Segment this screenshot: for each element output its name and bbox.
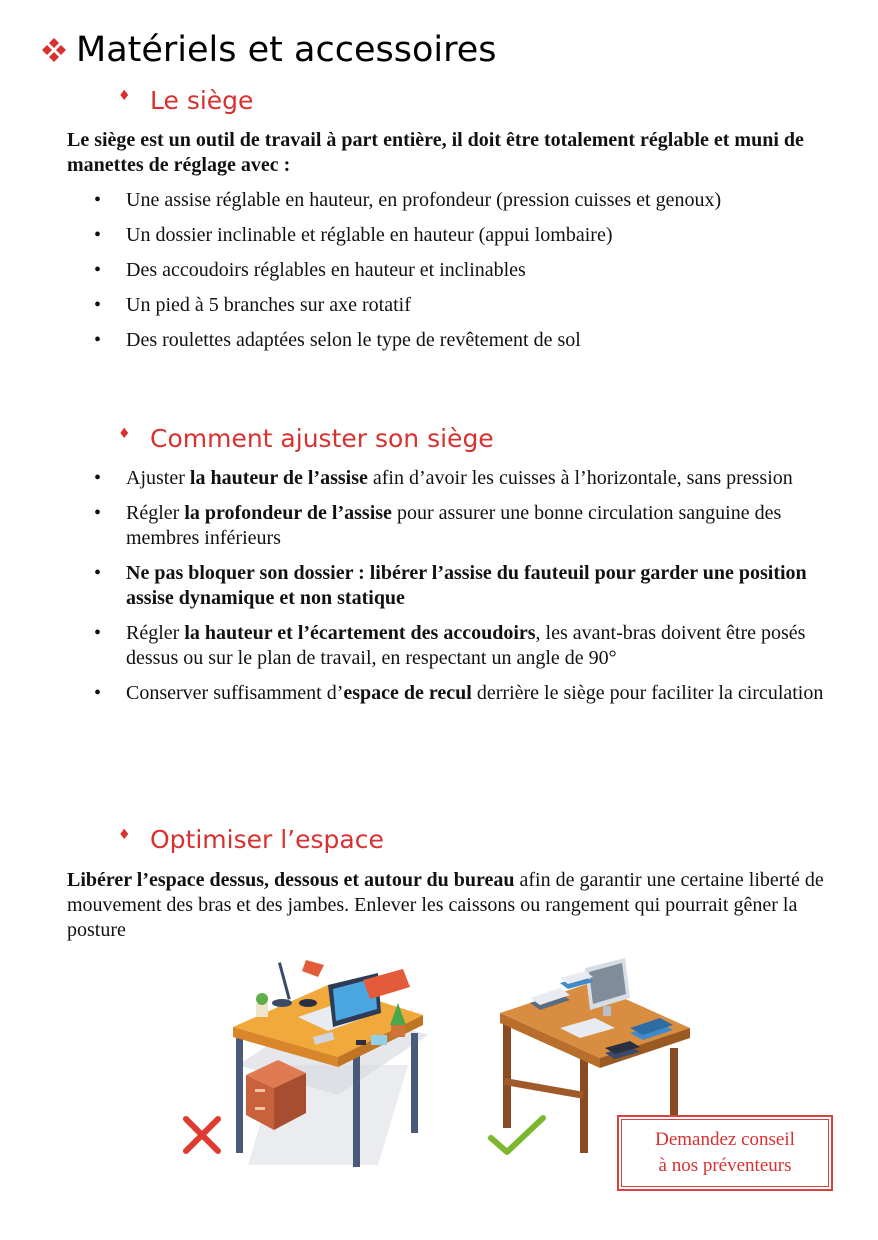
section-heading-siege: ♦ Le siège xyxy=(118,86,254,115)
list-item: • Ajuster la hauteur de l’assise afin d’avoir les cuisses à l’horizontale, sans pression xyxy=(92,466,852,491)
list-item: • Régler la profondeur de l’assise pour assurer une bonne circulation sanguine des membres inférieurs xyxy=(92,501,852,551)
list-item: • Une assise réglable en hauteur, en profondeur (pression cuisses et genoux) xyxy=(92,188,852,213)
page-title-text: Matériels et accessoires xyxy=(76,30,497,70)
diamond-icon: ♦ xyxy=(118,426,131,442)
diamond-icon: ♦ xyxy=(118,827,131,843)
list-item: • Conserver suffisamment d’espace de recul derrière le siège pour faciliter la circulation xyxy=(92,681,852,706)
cluttered-desk-illustration xyxy=(178,955,448,1170)
check-icon xyxy=(491,1118,543,1152)
list-item: • Ne pas bloquer son dossier : libérer l’assise du fauteuil pour garder une position assise dynamique et non statique xyxy=(92,561,852,611)
section-heading-ajuster: ♦ Comment ajuster son siège xyxy=(118,424,494,453)
diamond-icon: ♦ xyxy=(118,88,131,104)
advice-callout-box xyxy=(617,1115,833,1191)
section-heading-espace: ♦ Optimiser l’espace xyxy=(118,825,384,854)
list-item: • Un dossier inclinable et réglable en hauteur (appui lombaire) xyxy=(92,223,852,248)
page-title xyxy=(40,30,496,70)
callout-line-2: à nos préventeurs xyxy=(658,1155,792,1176)
list-item: • Des accoudoirs réglables en hauteur et inclinables xyxy=(92,258,852,283)
list-item: • Régler la hauteur et l’écartement des accoudoirs, les avant-bras doivent être posés dessus ou sur le plan de travail, en respectant un angle de 90° xyxy=(92,621,852,671)
diamond-cluster-icon xyxy=(40,36,68,64)
list-item: • Des roulettes adaptées selon le type de revêtement de sol xyxy=(92,328,852,353)
siege-features-list xyxy=(92,188,852,363)
section-espace-paragraph: Libérer l’espace dessus, dessous et autour du bureau afin de garantir une certaine liberté de mouvement des bras et des jambes. Enlever les caissons ou rangement qui pourrait gêner la posture xyxy=(67,869,824,941)
cross-icon xyxy=(186,1119,218,1151)
callout-line-1: Demandez conseil xyxy=(655,1129,795,1150)
list-item: • Un pied à 5 branches sur axe rotatif xyxy=(92,293,852,318)
section-siege-intro: Le siège est un outil de travail à part entière, il doit être totalement réglable et muni de manettes de réglage avec : xyxy=(67,129,804,176)
ajuster-steps-list xyxy=(92,466,852,716)
